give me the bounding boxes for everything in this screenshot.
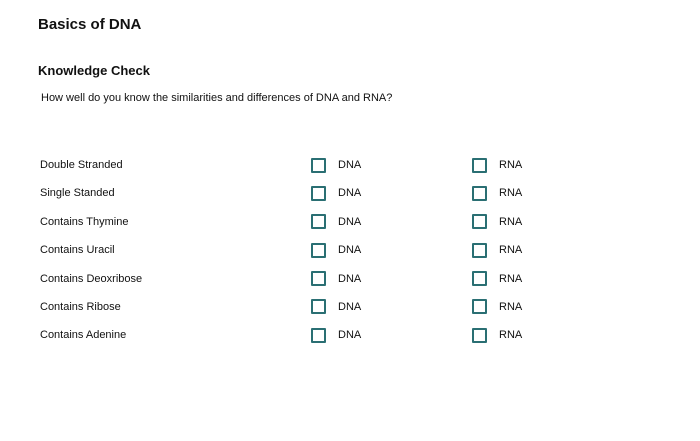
quiz-row-single-stranded [0, 183, 700, 211]
quiz-table [0, 155, 700, 354]
question-text: How well do you know the similarities and differences of DNA and RNA? [41, 92, 393, 104]
rna-checkbox[interactable] [472, 299, 487, 314]
rna-option[interactable] [472, 240, 522, 260]
rna-option-label: RNA [499, 187, 523, 200]
dna-option[interactable] [311, 155, 361, 175]
rna-checkbox[interactable] [472, 214, 487, 229]
dna-checkbox[interactable] [311, 243, 326, 258]
rna-option[interactable] [472, 325, 522, 345]
quiz-row-contains-ribose [0, 297, 700, 325]
dna-checkbox[interactable] [311, 186, 326, 201]
rna-option[interactable] [472, 297, 522, 317]
quiz-row-contains-deoxribose [0, 269, 700, 297]
row-label: Contains Thymine [40, 215, 129, 228]
dna-checkbox[interactable] [311, 328, 326, 343]
rna-checkbox[interactable] [472, 158, 487, 173]
rna-checkbox[interactable] [472, 271, 487, 286]
rna-option-label: RNA [499, 215, 523, 228]
row-label: Contains Deoxribose [40, 272, 143, 285]
dna-option[interactable] [311, 212, 361, 232]
rna-checkbox[interactable] [472, 243, 487, 258]
quiz-row-double-stranded [0, 155, 700, 183]
rna-option[interactable] [472, 212, 522, 232]
dna-option[interactable] [311, 269, 361, 289]
section-title: Knowledge Check [38, 63, 150, 78]
rna-option-label: RNA [499, 244, 523, 257]
rna-checkbox[interactable] [472, 328, 487, 343]
rna-option-label: RNA [499, 272, 523, 285]
dna-option[interactable] [311, 325, 361, 345]
rna-option-label: RNA [499, 329, 523, 342]
rna-option[interactable] [472, 155, 522, 175]
quiz-row-contains-thymine [0, 212, 700, 240]
dna-option-label: DNA [338, 329, 362, 342]
rna-checkbox[interactable] [472, 186, 487, 201]
quiz-row-contains-adenine [0, 325, 700, 353]
dna-option[interactable] [311, 297, 361, 317]
rna-option[interactable] [472, 183, 522, 203]
rna-option[interactable] [472, 269, 522, 289]
rna-option-label: RNA [499, 159, 523, 171]
quiz-row-contains-uracil [0, 240, 700, 268]
dna-option-label: DNA [338, 215, 362, 228]
dna-option-label: DNA [338, 244, 362, 257]
row-label: Contains Uracil [40, 244, 115, 257]
dna-option-label: DNA [338, 272, 362, 285]
dna-option[interactable] [311, 183, 361, 203]
rna-option-label: RNA [499, 300, 523, 313]
dna-checkbox[interactable] [311, 158, 326, 173]
dna-checkbox[interactable] [311, 214, 326, 229]
row-label: Contains Ribose [40, 300, 121, 313]
dna-option[interactable] [311, 240, 361, 260]
row-label: Double Stranded [40, 159, 123, 171]
dna-option-label: DNA [338, 187, 362, 200]
dna-option-label: DNA [338, 300, 362, 313]
row-label: Contains Adenine [40, 329, 127, 342]
row-label: Single Standed [40, 187, 115, 200]
page-title: Basics of DNA [38, 16, 142, 33]
dna-checkbox[interactable] [311, 299, 326, 314]
dna-option-label: DNA [338, 159, 362, 171]
dna-checkbox[interactable] [311, 271, 326, 286]
